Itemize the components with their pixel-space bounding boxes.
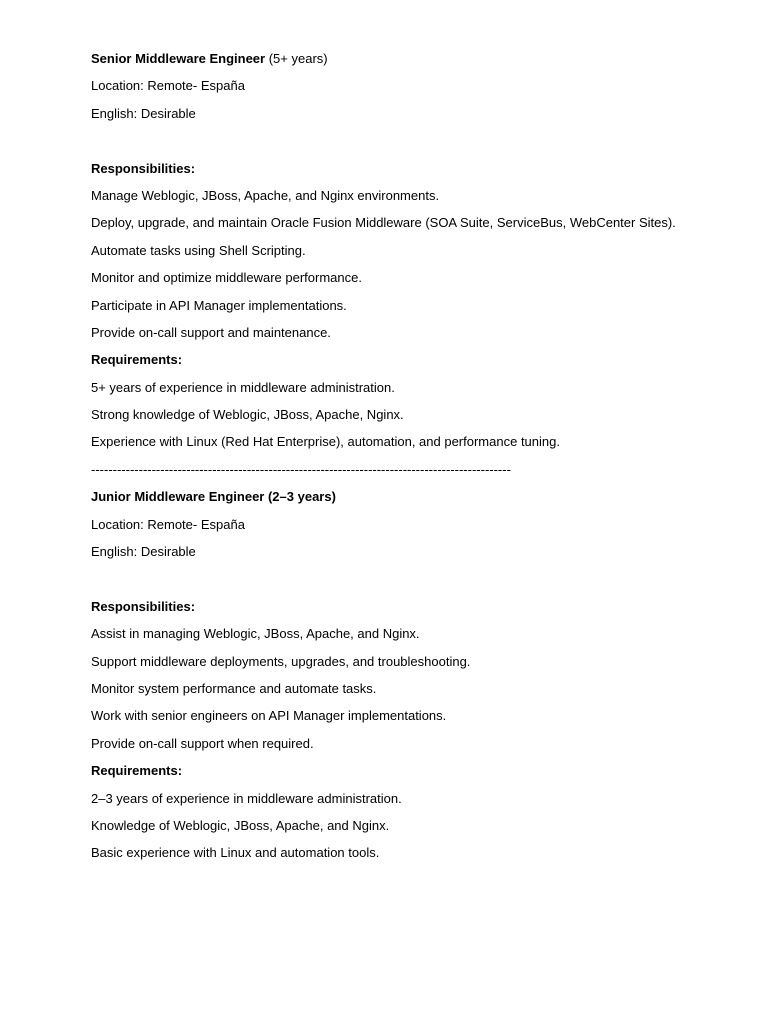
senior-location: Location: Remote- España: [91, 78, 245, 94]
senior-responsibility-item: Deploy, upgrade, and maintain Oracle Fusion Middleware (SOA Suite, ServiceBus, WebCenter Sites).: [91, 215, 676, 231]
section-divider: -------------------------------------------------------------------------------------------------: [91, 461, 511, 477]
junior-requirement-item: Knowledge of Weblogic, JBoss, Apache, and Nginx.: [91, 817, 390, 833]
junior-requirement-item: Basic experience with Linux and automation tools.: [91, 845, 380, 861]
junior-responsibility-item: Support middleware deployments, upgrades, and troubleshooting.: [91, 653, 471, 669]
senior-title-years: (5+ years): [265, 51, 328, 66]
senior-requirements-heading: Requirements:: [91, 352, 183, 368]
junior-job-title: Junior Middleware Engineer (2–3 years): [91, 489, 336, 505]
junior-responsibility-item: Work with senior engineers on API Manager implementations.: [91, 708, 447, 724]
senior-english: English: Desirable: [91, 105, 196, 121]
blank-line: [91, 570, 681, 588]
senior-responsibility-item: Participate in API Manager implementations.: [91, 297, 347, 313]
senior-responsibility-item: Provide on-call support and maintenance.: [91, 324, 331, 340]
senior-title-bold: Senior Middleware Engineer: [91, 51, 266, 66]
senior-job-title: [91, 50, 681, 68]
senior-requirement-item: Strong knowledge of Weblogic, JBoss, Apache, Nginx.: [91, 407, 404, 423]
junior-requirements-heading: Requirements:: [91, 763, 183, 779]
junior-responsibility-item: Provide on-call support when required.: [91, 735, 314, 751]
senior-responsibility-item: Manage Weblogic, JBoss, Apache, and Nginx environments.: [91, 187, 440, 203]
senior-requirement-item: 5+ years of experience in middleware administration.: [91, 379, 395, 395]
junior-location: Location: Remote- España: [91, 516, 245, 532]
junior-responsibility-item: Assist in managing Weblogic, JBoss, Apache, and Nginx.: [91, 626, 420, 642]
junior-requirement-item: 2–3 years of experience in middleware administration.: [91, 790, 402, 806]
senior-requirement-item: Experience with Linux (Red Hat Enterprise), automation, and performance tuning.: [91, 434, 560, 450]
document-body: [91, 50, 681, 872]
junior-responsibilities-heading: Responsibilities:: [91, 598, 196, 614]
senior-responsibilities-heading: Responsibilities:: [91, 160, 196, 176]
senior-responsibility-item: Monitor and optimize middleware performance.: [91, 270, 362, 286]
junior-responsibility-item: Monitor system performance and automate tasks.: [91, 680, 377, 696]
senior-responsibility-item: Automate tasks using Shell Scripting.: [91, 242, 306, 258]
blank-line: [91, 132, 681, 150]
junior-english: English: Desirable: [91, 544, 196, 560]
